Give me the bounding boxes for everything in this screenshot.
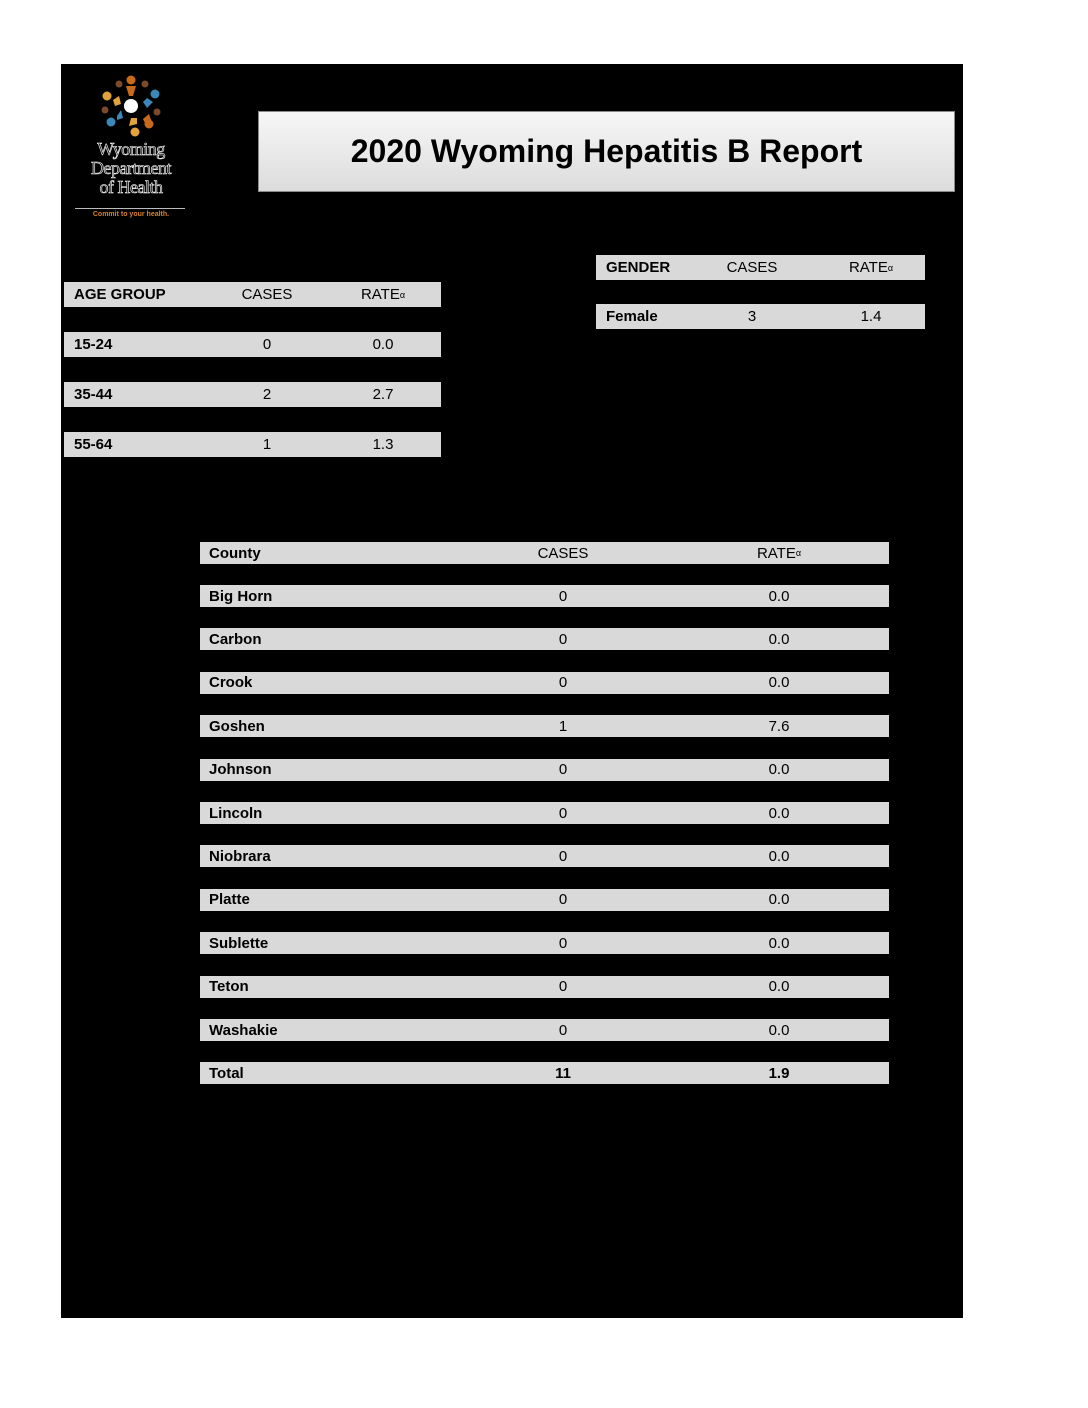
county-cases-value: 0 — [558, 847, 568, 865]
gender-rate-value: 1.4 — [860, 308, 882, 325]
age-rate-value: 2.7 — [372, 386, 394, 403]
age-cases-value: 0 — [262, 336, 272, 353]
table-row — [200, 845, 889, 867]
county-cases-value: 0 — [558, 761, 568, 779]
report-title-box — [258, 111, 955, 192]
county-rate-value: 0.0 — [768, 630, 790, 648]
logo-divider — [75, 208, 185, 209]
table-row — [200, 628, 889, 650]
county-rate-value: 0.0 — [768, 891, 790, 909]
county-label: Washakie — [209, 1021, 278, 1039]
county-label: Teton — [209, 978, 249, 996]
county-cases-value: 0 — [558, 587, 568, 605]
age-group-header: AGE GROUP — [74, 286, 166, 303]
county-cases-value: 0 — [558, 1021, 568, 1039]
table-row — [200, 1019, 889, 1041]
county-rate-header: RATE α — [756, 544, 802, 562]
county-rate-value: 0.0 — [768, 587, 790, 605]
county-cases-value: 0 — [558, 674, 568, 692]
county-rate-value: 0.0 — [768, 1021, 790, 1039]
report-title: 2020 Wyoming Hepatitis B Report — [350, 133, 863, 169]
age-group-label: 15-24 — [74, 336, 113, 353]
total-row — [200, 1062, 889, 1084]
logo-line-1: Wyoming — [97, 139, 165, 159]
county-cases-value: 0 — [558, 891, 568, 909]
gender-rate-header: RATE α — [848, 259, 894, 276]
county-cases-value: 0 — [558, 630, 568, 648]
logo-wordmark — [73, 140, 189, 197]
age-rate-header: RATE α — [360, 286, 406, 303]
table-row — [200, 976, 889, 998]
county-label: Goshen — [209, 717, 265, 735]
gender-header: GENDER — [606, 259, 671, 276]
table-row — [200, 802, 889, 824]
county-rate-value: 0.0 — [768, 934, 790, 952]
age-cases-value: 2 — [262, 386, 272, 403]
age-rate-value: 0.0 — [372, 336, 394, 353]
age-cases-header: CASES — [241, 286, 293, 303]
county-cases-value: 0 — [558, 978, 568, 996]
logo-tagline: Commit to your health. — [92, 211, 170, 218]
age-cases-value: 1 — [262, 436, 272, 453]
table-row — [200, 672, 889, 694]
table-row — [64, 432, 441, 457]
county-rate-value: 0.0 — [768, 978, 790, 996]
county-rate-value: 0.0 — [768, 761, 790, 779]
county-cases-value: 1 — [558, 717, 568, 735]
county-header: County — [209, 544, 261, 562]
table-row — [200, 889, 889, 911]
table-row — [200, 759, 889, 781]
gender-cases-value: 3 — [747, 308, 757, 325]
county-label: Big Horn — [209, 587, 273, 605]
logo-line-2: Department — [91, 158, 171, 178]
county-label: Carbon — [209, 630, 262, 648]
wyoming-department-of-health-logo — [73, 72, 189, 227]
county-rate-value: 7.6 — [768, 717, 790, 735]
county-label: Johnson — [209, 761, 272, 779]
logo-line-3: of Health — [99, 177, 163, 197]
table-row — [596, 304, 925, 329]
age-table-header — [64, 282, 441, 307]
county-label: Crook — [209, 674, 253, 692]
county-table-header — [200, 542, 889, 564]
county-label: Niobrara — [209, 847, 271, 865]
gender-table-header — [596, 255, 925, 280]
county-cases-header: CASES — [537, 544, 589, 562]
age-group-label: 35-44 — [74, 386, 113, 403]
gender-label: Female — [606, 308, 658, 325]
county-rate-value: 0.0 — [768, 674, 790, 692]
people-circle-logo-icon — [73, 72, 189, 140]
county-label: Lincoln — [209, 804, 263, 822]
gender-cases-header: CASES — [726, 259, 778, 276]
county-label: Platte — [209, 891, 250, 909]
county-cases-value: 0 — [558, 804, 568, 822]
county-rate-value: 0.0 — [768, 804, 790, 822]
total-rate-value: 1.9 — [768, 1064, 790, 1082]
table-row — [200, 715, 889, 737]
age-rate-value: 1.3 — [372, 436, 394, 453]
total-label: Total — [209, 1064, 244, 1082]
table-row — [64, 332, 441, 357]
county-rate-value: 0.0 — [768, 847, 790, 865]
age-group-label: 55-64 — [74, 436, 113, 453]
table-row — [200, 585, 889, 607]
total-cases-value: 11 — [555, 1064, 571, 1082]
county-label: Sublette — [209, 934, 269, 952]
county-cases-value: 0 — [558, 934, 568, 952]
table-row — [200, 932, 889, 954]
table-row — [64, 382, 441, 407]
